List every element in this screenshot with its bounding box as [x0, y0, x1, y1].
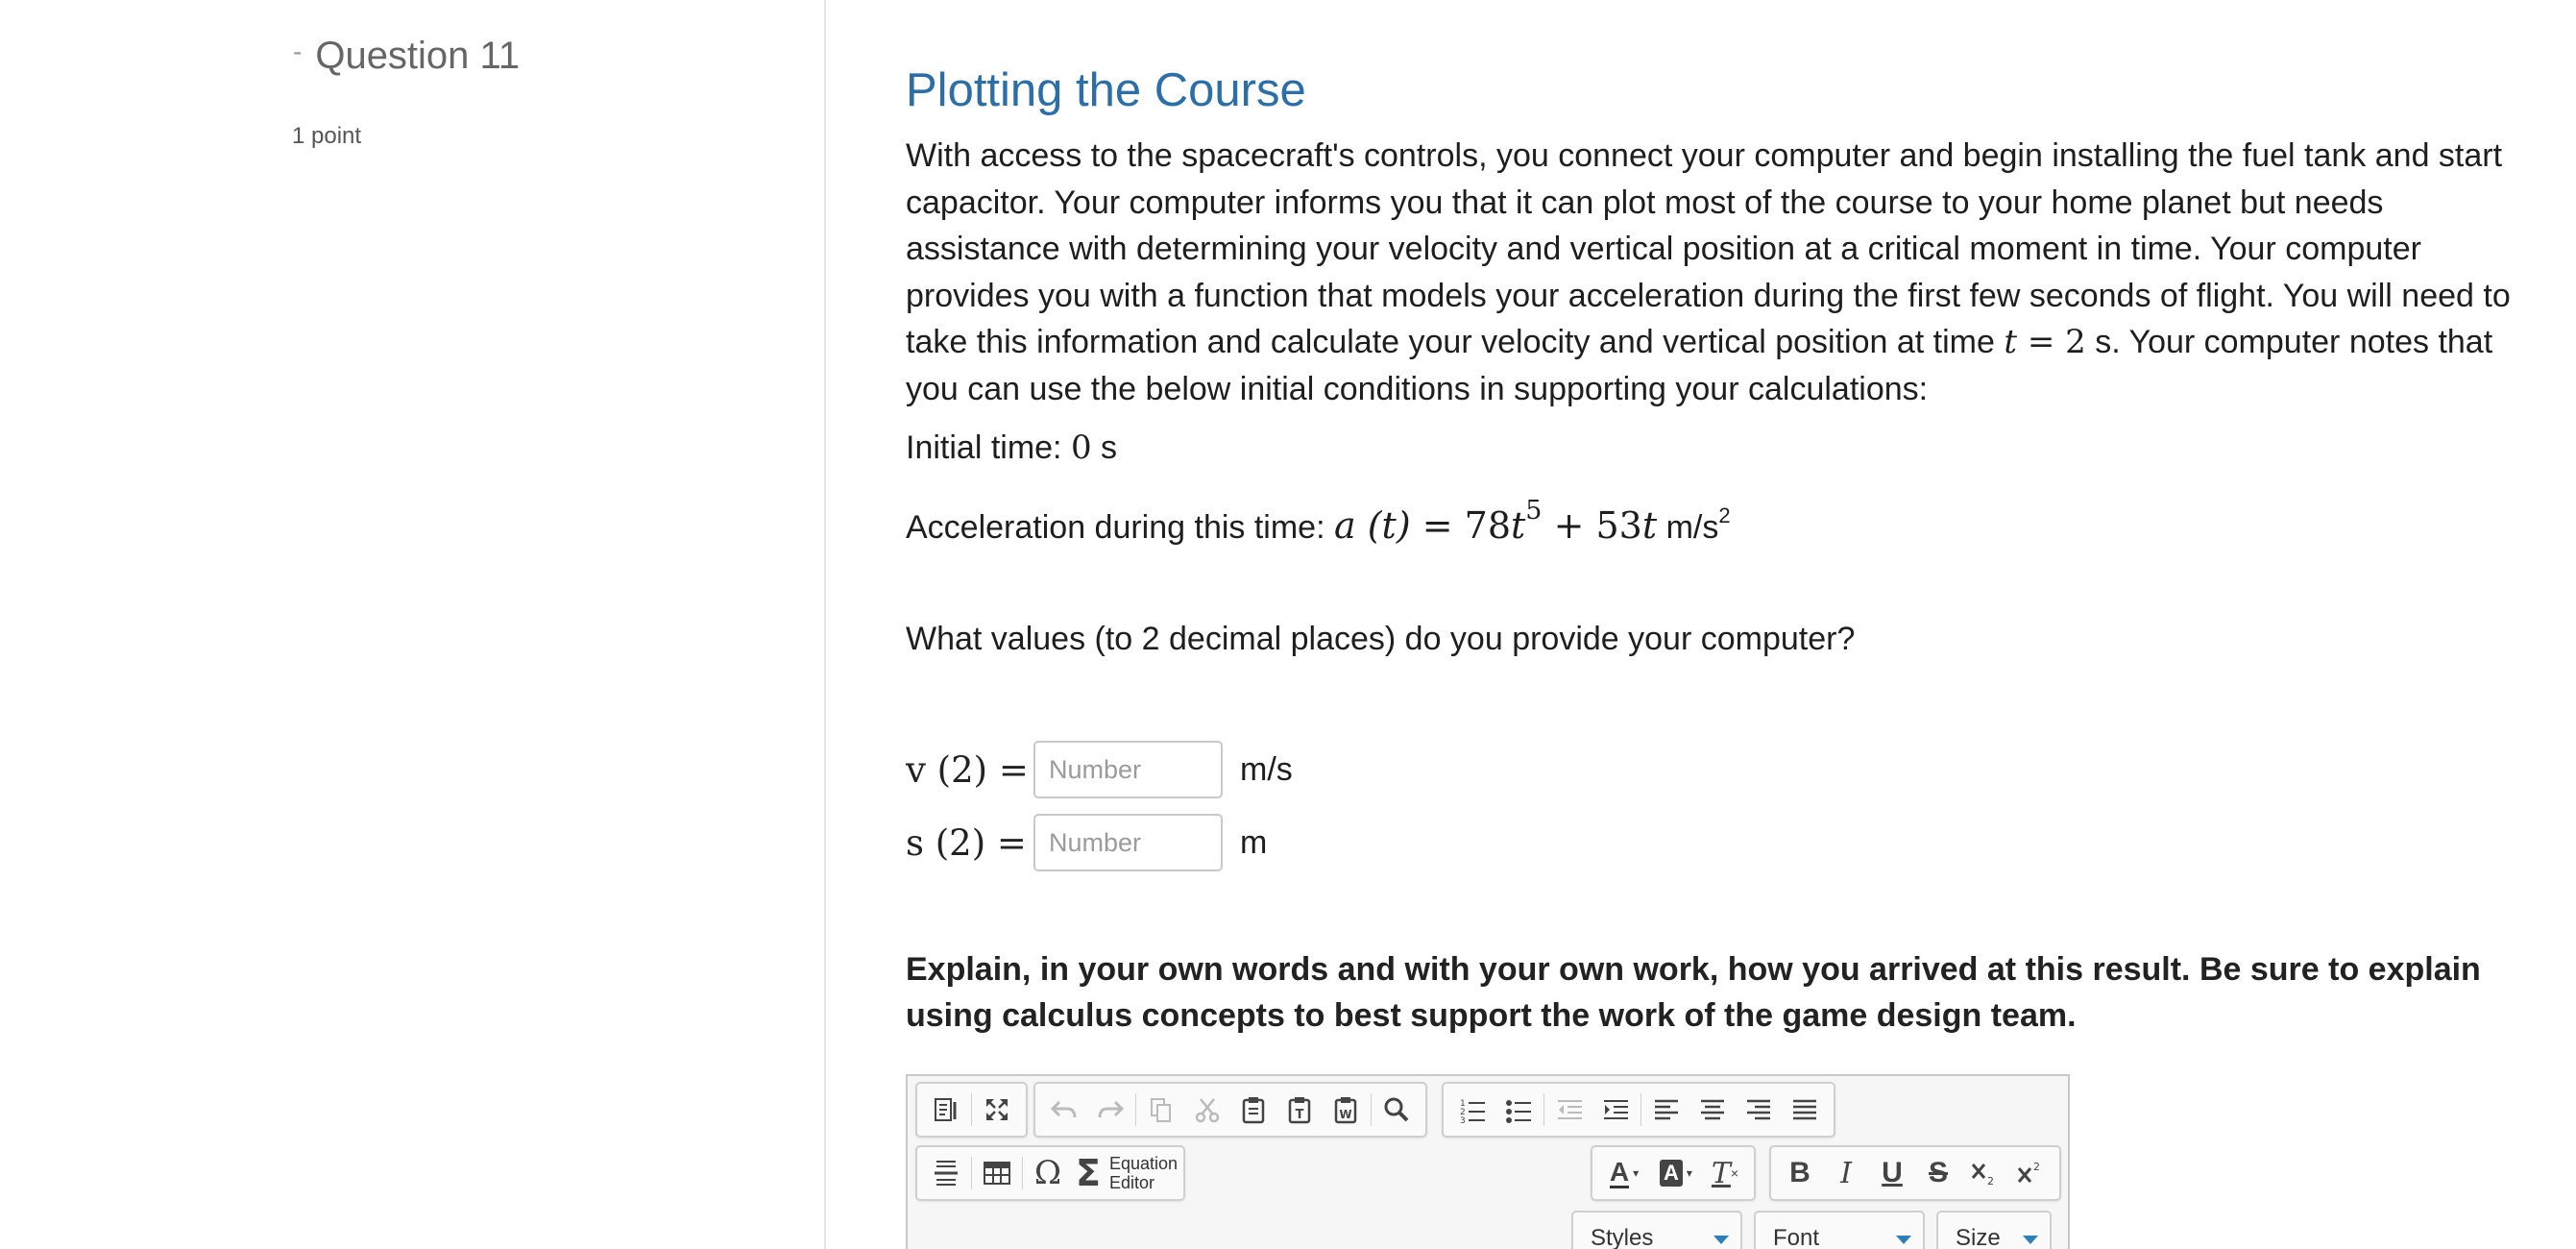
acceleration-line — [906, 496, 1731, 547]
initial-time-value: 0 — [1070, 429, 1092, 467]
math-equals-two: = 2 — [2017, 323, 2086, 361]
remove-format-glyph: T — [1711, 1156, 1731, 1190]
accel-fn-a: a — [1333, 504, 1356, 547]
bg-color-glyph: A — [1660, 1160, 1683, 1187]
accel-exponent: 5 — [1525, 496, 1543, 526]
explain-prompt: Explain, in your own words and with your own work, how you arrived at this result. Be sure to explain using calculus concepts to best support the work of the game design team. — [906, 951, 2481, 1034]
collapse-dash-icon[interactable]: - — [293, 36, 303, 66]
svg-text:2: 2 — [1460, 1108, 1466, 1117]
toolbar-separator — [1022, 1157, 1023, 1189]
accel-t2: t — [1641, 504, 1658, 547]
source-icon[interactable] — [923, 1087, 969, 1133]
svg-text:W: W — [1339, 1108, 1352, 1121]
chevron-down-icon — [1713, 1236, 1729, 1244]
svg-text:1: 1 — [1460, 1099, 1466, 1109]
copy-icon[interactable] — [1138, 1087, 1184, 1133]
align-justify-icon[interactable] — [1782, 1087, 1828, 1133]
chevron-down-icon — [1896, 1236, 1911, 1244]
acceleration-label: Acceleration during this time: — [906, 509, 1334, 546]
background-color-icon[interactable] — [1650, 1150, 1702, 1196]
toolbar-separator — [1543, 1093, 1544, 1126]
paste-word-icon[interactable] — [1323, 1087, 1369, 1133]
initial-time-label: Initial time: — [906, 429, 1071, 466]
subscript-icon[interactable] — [1961, 1150, 2007, 1196]
page-title: Plotting the Course — [906, 64, 1306, 116]
velocity-label: v (2) = — [906, 748, 1029, 791]
toolbar-group-basic-styles — [1769, 1145, 2061, 1201]
svg-text:2: 2 — [2033, 1161, 2040, 1173]
text-color-icon[interactable] — [1598, 1150, 1650, 1196]
font-dropdown-label: Font — [1773, 1225, 1820, 1249]
styles-dropdown[interactable] — [1571, 1211, 1742, 1249]
toolbar-separator — [971, 1157, 972, 1189]
accel-plus-53: + 53 — [1542, 504, 1642, 547]
increase-indent-icon[interactable] — [1592, 1087, 1639, 1133]
position-label: s (2) = — [906, 821, 1027, 864]
special-char-omega-icon[interactable]: Ω — [1033, 1154, 1062, 1192]
accel-unit: m/s — [1657, 509, 1719, 546]
chevron-down-icon — [2023, 1236, 2038, 1244]
position-input[interactable] — [1033, 814, 1223, 871]
initial-time-line — [906, 429, 1117, 467]
toolbar-group-colors — [1591, 1145, 1756, 1201]
sigma-icon[interactable]: Σ — [1076, 1152, 1101, 1194]
toolbar-separator — [1640, 1093, 1641, 1126]
position-unit: m — [1240, 823, 1268, 861]
velocity-answer-row — [906, 741, 1293, 798]
superscript-icon[interactable] — [2007, 1150, 2054, 1196]
numbered-list-icon[interactable] — [1449, 1087, 1495, 1133]
redo-icon[interactable] — [1087, 1087, 1133, 1133]
question-points: 1 point — [292, 123, 362, 149]
bulleted-list-icon[interactable] — [1495, 1087, 1542, 1133]
toolbar-separator — [971, 1093, 972, 1126]
description-text-1: With access to the spacecraft's controls, you connect your computer and begin installing the fuel tank and start capacitor. Your computer informs you that it can plot most of the course to your home planet but needs assistance with determining your velocity and vertical position at a critical moment in time. Your computer provides you with a function that models your acceleration during the first few seconds of flight. You will need to take this information and calculate your velocity and vertical position at time — [906, 137, 2511, 360]
size-dropdown[interactable] — [1936, 1211, 2052, 1249]
equation-editor-label-2: Editor — [1109, 1173, 1155, 1192]
question-sidebar — [0, 0, 826, 1249]
paste-text-icon[interactable] — [1276, 1087, 1323, 1133]
maximize-icon[interactable] — [974, 1087, 1020, 1133]
undo-icon[interactable] — [1041, 1087, 1087, 1133]
position-answer-row — [906, 814, 1267, 871]
toolbar-group-paragraph — [1442, 1082, 1835, 1138]
chevron-down-icon: ▾ — [1633, 1166, 1640, 1180]
question-title: Question 11 — [315, 35, 521, 77]
accel-unit-exponent: 2 — [1718, 503, 1731, 527]
toolbar-group-insert — [915, 1145, 1185, 1201]
velocity-input[interactable] — [1033, 741, 1223, 798]
equation-editor-label-1: Equation — [1109, 1154, 1179, 1173]
cut-icon[interactable] — [1184, 1087, 1230, 1133]
x-mark-icon: × — [1730, 1165, 1739, 1181]
accel-t: t — [1511, 504, 1526, 547]
svg-text:2: 2 — [1987, 1175, 1994, 1187]
remove-format-icon[interactable] — [1702, 1150, 1748, 1196]
search-icon[interactable] — [1373, 1087, 1420, 1133]
math-variable-t: t — [2004, 323, 2018, 361]
initial-time-unit: s — [1091, 429, 1118, 466]
svg-text:3: 3 — [1460, 1116, 1466, 1123]
size-dropdown-label: Size — [1956, 1225, 2001, 1249]
equation-editor-button[interactable] — [1109, 1154, 1178, 1192]
svg-text:T: T — [1295, 1108, 1304, 1122]
italic-icon[interactable]: I — [1840, 1156, 1852, 1190]
decrease-indent-icon[interactable] — [1546, 1087, 1592, 1133]
toolbar-separator — [1135, 1093, 1136, 1126]
align-center-icon[interactable] — [1689, 1087, 1736, 1133]
font-dropdown[interactable] — [1754, 1211, 1925, 1249]
question-prompt: What values (to 2 decimal places) do you provide your computer? — [906, 621, 1856, 657]
horizontal-line-icon[interactable] — [923, 1150, 969, 1196]
paste-icon[interactable] — [1230, 1087, 1276, 1133]
problem-description — [906, 133, 2529, 412]
accel-eq-78: = 78 — [1422, 504, 1512, 547]
velocity-unit: m/s — [1240, 750, 1293, 788]
description-text-2: s. Your computer notes that you can use the below initial conditions in supporting your calculations: — [906, 324, 2493, 407]
toolbar-group-clipboard — [1033, 1082, 1427, 1138]
toolbar-separator — [1371, 1093, 1372, 1126]
align-right-icon[interactable] — [1736, 1087, 1782, 1133]
accel-fn-arg: (t) — [1355, 504, 1422, 547]
toolbar-group-document — [915, 1082, 1028, 1138]
bold-icon[interactable]: B — [1789, 1157, 1810, 1188]
underline-icon[interactable]: U — [1882, 1157, 1903, 1188]
styles-dropdown-label: Styles — [1591, 1225, 1654, 1249]
table-icon[interactable] — [974, 1150, 1020, 1196]
question-header[interactable] — [293, 35, 520, 78]
strikethrough-icon[interactable]: S — [1928, 1157, 1948, 1188]
rich-text-editor — [906, 1074, 2070, 1249]
align-left-icon[interactable] — [1643, 1087, 1689, 1133]
text-color-glyph: A — [1609, 1156, 1630, 1187]
chevron-down-icon: ▾ — [1686, 1166, 1692, 1180]
